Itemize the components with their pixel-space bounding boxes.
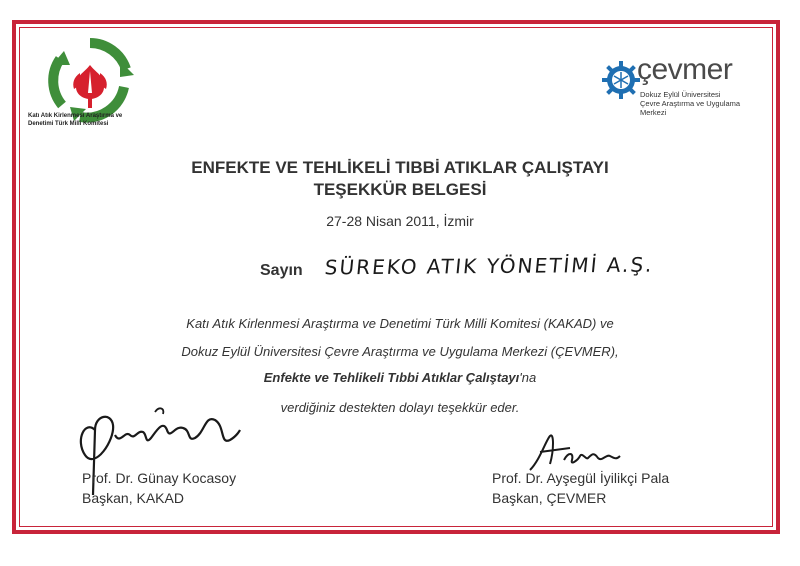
body-line-1: Katı Atık Kirlenmesi Araştırma ve Denetimi Türk Milli Komitesi (KAKAD) ve [186,316,614,331]
salutation: Sayın [260,262,303,279]
recipient-name-handwritten: SÜREKO ATIK YÖNETİMİ A.Ş. [323,252,655,280]
left-signatory [82,468,236,508]
kakad-logo-caption [28,112,138,128]
body-line-3 [0,370,800,385]
right-signatory-title: Başkan, ÇEVMER [492,490,607,506]
certificate-subtitle: TEŞEKKÜR BELGESİ [313,180,487,199]
cevmer-subtitle [640,90,765,117]
certificate-title: ENFEKTE VE TEHLİKELİ TIBBİ ATIKLAR ÇALIŞTAYI [191,158,609,177]
event-date-place: 27-28 Nisan 2011, İzmir [326,213,474,229]
body-line-4: verdiğiniz destekten dolayı teşekkür eder. [280,400,520,415]
cevmer-subtitle-line1: Dokuz Eylül Üniversitesi [640,90,721,99]
workshop-suffix: 'na [519,370,537,385]
gear-snowflake-icon [601,60,641,100]
right-signatory [492,468,669,508]
body-line-2: Dokuz Eylül Üniversitesi Çevre Araştırma ve Uygulama Merkezi (ÇEVMER), [181,344,619,359]
kakad-caption-line2: Denetimi Türk Milli Komitesi [28,121,109,127]
workshop-name: Enfekte ve Tehlikeli Tıbbi Atıklar Çalıştayı [263,370,520,385]
cevmer-wordmark: çevmer [637,53,733,86]
kakad-caption-line1: Katı Atık Kirlenmesi Araştırma ve [28,113,123,119]
left-signatory-title: Başkan, KAKAD [82,490,184,506]
left-signatory-name: Prof. Dr. Günay Kocasoy [82,470,237,486]
right-signatory-name: Prof. Dr. Ayşegül İyilikçi Pala [492,470,670,486]
cevmer-subtitle-line2: Çevre Araştırma ve Uygulama Merkezi [640,99,741,117]
